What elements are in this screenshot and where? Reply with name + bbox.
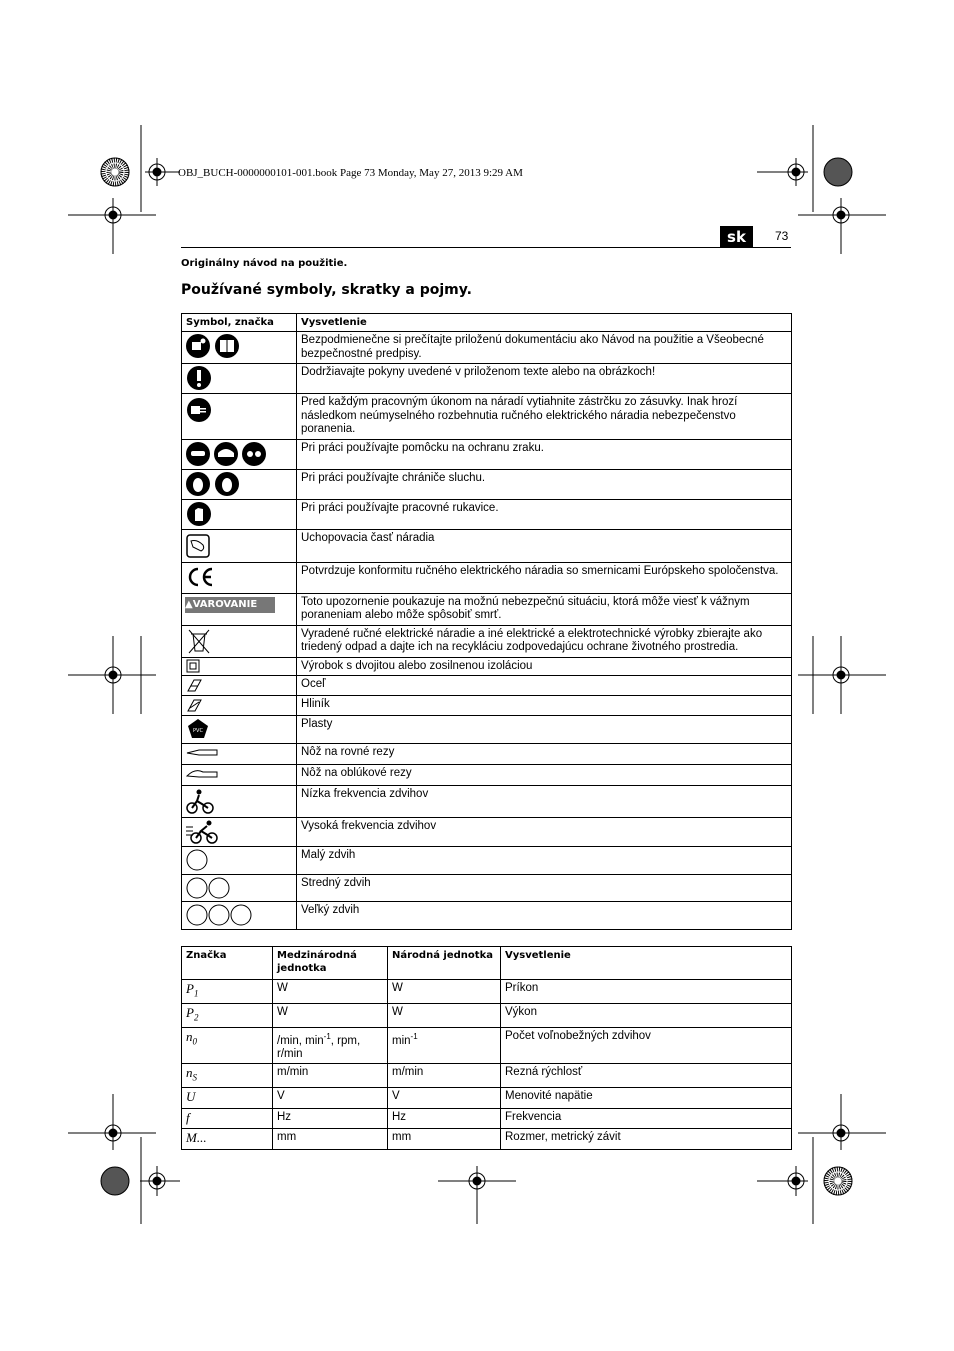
table-row bbox=[182, 786, 792, 818]
symbol-cell bbox=[182, 499, 297, 529]
national-unit: mm bbox=[388, 1129, 501, 1150]
symbol-cell bbox=[182, 657, 297, 676]
symbol-explanation: Pri práci používajte pracovné rukavice. bbox=[297, 499, 792, 529]
symbol-cell bbox=[182, 696, 297, 716]
column-header-national-unit: Národná jednotka bbox=[388, 947, 501, 980]
unit-explanation: Príkon bbox=[501, 980, 792, 1004]
crosshair-mark-upper-left bbox=[68, 198, 156, 254]
national-unit: W bbox=[388, 980, 501, 1004]
symbol-letter: M... bbox=[186, 1130, 207, 1146]
symbol-cell bbox=[182, 439, 297, 469]
symbol-explanation: Bezpodmienečne si prečítajte priloženú dokumentáciu ako Návod na použitie a Všeobecné bezpečnostné predpisy. bbox=[297, 332, 792, 364]
table-row bbox=[182, 716, 792, 744]
symbol-explanation: Vyradené ručné elektrické náradie a iné elektrické a elektrotechnické výrobky zbierajte ako triedený odpad a dajte ich na recykláciu zodpovedajúcu ochrane životného prostredia. bbox=[297, 625, 792, 657]
table-row bbox=[182, 696, 792, 716]
three-circles-icon bbox=[185, 903, 253, 927]
unit-text-tail: , rpm, r/min bbox=[277, 1034, 361, 1060]
symbol-explanation: Oceľ bbox=[297, 676, 792, 696]
table-row bbox=[182, 875, 792, 902]
read-manual-icon bbox=[185, 333, 241, 359]
exclamation-icon bbox=[185, 365, 213, 391]
symbol-explanation: Dodržiavajte pokyny uvedené v priloženom texte alebo na obrázkoch! bbox=[297, 364, 792, 394]
table-row bbox=[182, 364, 792, 394]
straight-knife-icon bbox=[185, 745, 219, 759]
unit-symbol bbox=[182, 1064, 273, 1088]
table-row bbox=[182, 1108, 792, 1129]
gray-disc-mark-top-right bbox=[824, 158, 852, 186]
unit-superscript: -1 bbox=[410, 1031, 418, 1041]
plastics-icon bbox=[185, 717, 211, 741]
international-unit: m/min bbox=[273, 1064, 388, 1088]
crosshair-mark-top-right bbox=[757, 125, 813, 212]
symbol-explanation: Plasty bbox=[297, 716, 792, 744]
crosshair-mark-mid-right bbox=[798, 636, 886, 714]
crosshair-mark-top-left bbox=[141, 125, 180, 212]
table-row bbox=[182, 562, 792, 593]
table-row bbox=[182, 625, 792, 657]
symbol-explanation: Pred každým pracovným úkonom na náradí vytiahnite zástrčku zo zásuvky. Inak hrozí následkom neúmyselného rozbehnutia ručného elektrického náradia nebezpečenstvo poranenia. bbox=[297, 394, 792, 440]
symbol-cell bbox=[182, 847, 297, 875]
table-row bbox=[182, 1003, 792, 1027]
symbol-cell bbox=[182, 364, 297, 394]
symbol-subscript: 0 bbox=[192, 1035, 197, 1046]
unit-explanation: Rozmer, metrický závit bbox=[501, 1129, 792, 1150]
print-info: OBJ_BUCH-0000000101-001.book Page 73 Monday, May 27, 2013 9:29 AM bbox=[178, 167, 523, 179]
unit-text: min bbox=[392, 1034, 411, 1047]
table-row bbox=[182, 676, 792, 696]
symbol-cell bbox=[182, 529, 297, 562]
column-header-international-unit: Medzinárodná jednotka bbox=[273, 947, 388, 980]
symbol-explanation: Pri práci používajte pomôcku na ochranu zraku. bbox=[297, 439, 792, 469]
column-header-explanation: Vysvetlenie bbox=[501, 947, 792, 980]
symbol-cell bbox=[182, 562, 297, 593]
eye-protection-icon bbox=[185, 441, 267, 467]
weee-bin-icon bbox=[185, 627, 213, 655]
document-subtitle: Originálny návod na použitie. bbox=[181, 258, 348, 269]
international-unit bbox=[273, 1027, 388, 1064]
symbol-cell bbox=[182, 625, 297, 657]
symbol-letter: P bbox=[186, 981, 194, 996]
table-header-row bbox=[182, 314, 792, 332]
unit-explanation: Frekvencia bbox=[501, 1108, 792, 1129]
gray-disc-mark-bottom-left bbox=[101, 1167, 129, 1195]
table-row bbox=[182, 1064, 792, 1088]
warning-triangle-icon: ▲ bbox=[185, 598, 193, 610]
international-unit: V bbox=[273, 1088, 388, 1109]
unit-symbol bbox=[182, 1088, 273, 1109]
two-circles-icon bbox=[185, 876, 231, 900]
symbol-cell bbox=[182, 394, 297, 440]
table-row bbox=[182, 1129, 792, 1150]
svg-text:PVC: PVC bbox=[193, 728, 203, 734]
crosshair-mark-bottom-left bbox=[140, 1137, 180, 1224]
symbol-cell bbox=[182, 332, 297, 364]
symbol-cell bbox=[182, 716, 297, 744]
unit-explanation: Výkon bbox=[501, 1003, 792, 1027]
warning-label bbox=[185, 597, 275, 613]
starburst-mark-bottom-right bbox=[824, 1167, 852, 1195]
symbol-cell bbox=[182, 765, 297, 786]
table-row bbox=[182, 818, 792, 847]
table-row bbox=[182, 1088, 792, 1109]
table-row bbox=[182, 847, 792, 875]
international-unit: mm bbox=[273, 1129, 388, 1150]
symbol-explanation: Malý zdvih bbox=[297, 847, 792, 875]
symbol-subscript: S bbox=[192, 1072, 197, 1083]
ce-mark-icon bbox=[185, 564, 215, 590]
table-row bbox=[182, 980, 792, 1004]
crosshair-mark-bottom-center bbox=[438, 1166, 516, 1224]
symbol-cell bbox=[182, 875, 297, 902]
column-header-explanation: Vysvetlenie bbox=[297, 314, 792, 332]
crosshair-mark-mid-left bbox=[68, 636, 156, 714]
symbol-explanation: Nôž na oblúkové rezy bbox=[297, 765, 792, 786]
page-number: 73 bbox=[775, 229, 789, 243]
crosshair-mark-lower-left bbox=[68, 1094, 156, 1150]
symbol-letter: P bbox=[186, 1004, 194, 1020]
national-unit: Hz bbox=[388, 1108, 501, 1129]
symbol-explanation: Potvrdzuje konformitu ručného elektrického náradia so smernicami Európskeho spoločenstva. bbox=[297, 562, 792, 593]
steel-icon bbox=[185, 677, 205, 693]
symbol-explanation: Veľký zdvih bbox=[297, 902, 792, 930]
table-row bbox=[182, 902, 792, 930]
table-row bbox=[182, 765, 792, 786]
units-table bbox=[181, 946, 792, 1150]
symbol-explanation: Toto upozornenie poukazuje na možnú nebezpečnú situáciu, ktorá môže viesť k vážnym poraneniam alebo môže spôsobiť smrť. bbox=[297, 593, 792, 625]
symbol-cell bbox=[182, 786, 297, 818]
one-circle-icon bbox=[185, 848, 209, 872]
warning-label-text: VAROVANIE bbox=[192, 598, 258, 610]
symbol-explanation: Stredný zdvih bbox=[297, 875, 792, 902]
table-row bbox=[182, 469, 792, 499]
ear-protection-icon bbox=[185, 471, 241, 497]
unit-symbol bbox=[182, 1003, 273, 1027]
national-unit: m/min bbox=[388, 1064, 501, 1088]
symbol-explanation: Nízka frekvencia zdvihov bbox=[297, 786, 792, 818]
column-header-symbol: Symbol, značka bbox=[182, 314, 297, 332]
table-row bbox=[182, 332, 792, 364]
crosshair-mark-lower-right bbox=[798, 1094, 886, 1150]
symbol-cell bbox=[182, 818, 297, 847]
symbol-cell bbox=[182, 593, 297, 625]
symbol-letter: U bbox=[186, 1089, 196, 1105]
fast-cyclist-icon bbox=[185, 819, 219, 845]
international-unit: W bbox=[273, 1003, 388, 1027]
unit-explanation: Menovité napätie bbox=[501, 1088, 792, 1109]
symbol-letter: n bbox=[186, 1065, 193, 1081]
unit-explanation: Počet voľnobežných zdvihov bbox=[501, 1027, 792, 1064]
slow-cyclist-icon bbox=[185, 787, 215, 815]
table-row bbox=[182, 744, 792, 765]
table-header-row bbox=[182, 947, 792, 980]
unit-explanation: Rezná rýchlosť bbox=[501, 1064, 792, 1088]
crosshair-mark-bottom-right bbox=[757, 1137, 813, 1224]
symbol-cell bbox=[182, 469, 297, 499]
unit-symbol bbox=[182, 980, 273, 1004]
gloves-icon bbox=[185, 501, 213, 527]
symbol-letter: n bbox=[186, 1028, 193, 1044]
grip-surface-icon bbox=[185, 531, 213, 559]
table-row bbox=[182, 657, 792, 676]
international-unit: W bbox=[273, 980, 388, 1004]
symbol-explanation: Pri práci používajte chrániče sluchu. bbox=[297, 469, 792, 499]
aluminium-icon bbox=[185, 697, 205, 713]
double-insulation-icon bbox=[185, 659, 201, 673]
section-title: Používané symboly, skratky a pojmy. bbox=[181, 282, 472, 298]
table-row bbox=[182, 499, 792, 529]
symbol-cell bbox=[182, 744, 297, 765]
national-unit bbox=[388, 1027, 501, 1064]
symbol-cell bbox=[182, 676, 297, 696]
language-badge: sk bbox=[720, 226, 753, 248]
symbol-cell bbox=[182, 902, 297, 930]
curved-knife-icon bbox=[185, 766, 219, 780]
symbol-explanation: Vysoká frekvencia zdvihov bbox=[297, 818, 792, 847]
unit-symbol bbox=[182, 1027, 273, 1064]
national-unit: V bbox=[388, 1088, 501, 1109]
symbol-explanation: Uchopovacia časť náradia bbox=[297, 529, 792, 562]
column-header-sign: Značka bbox=[182, 947, 273, 980]
national-unit: W bbox=[388, 1003, 501, 1027]
table-row bbox=[182, 439, 792, 469]
table-row bbox=[182, 593, 792, 625]
unit-symbol bbox=[182, 1129, 273, 1150]
symbol-subscript: 2 bbox=[193, 1012, 199, 1023]
unit-text: /min, min bbox=[277, 1034, 324, 1047]
crosshair-mark-upper-right bbox=[798, 198, 886, 254]
table-row bbox=[182, 529, 792, 562]
symbol-subscript: 1 bbox=[193, 988, 199, 999]
table-row bbox=[182, 394, 792, 440]
starburst-mark-top-left bbox=[101, 158, 129, 186]
header-divider bbox=[181, 247, 791, 248]
international-unit: Hz bbox=[273, 1108, 388, 1129]
symbol-explanation: Nôž na rovné rezy bbox=[297, 744, 792, 765]
symbol-explanation: Výrobok s dvojitou alebo zosilnenou izoláciou bbox=[297, 657, 792, 676]
unplug-icon bbox=[185, 395, 213, 425]
symbol-explanation: Hliník bbox=[297, 696, 792, 716]
table-row bbox=[182, 1027, 792, 1064]
symbol-letter: f bbox=[186, 1109, 190, 1125]
symbols-table bbox=[181, 313, 792, 930]
unit-superscript: -1 bbox=[323, 1031, 331, 1041]
unit-symbol bbox=[182, 1108, 273, 1129]
